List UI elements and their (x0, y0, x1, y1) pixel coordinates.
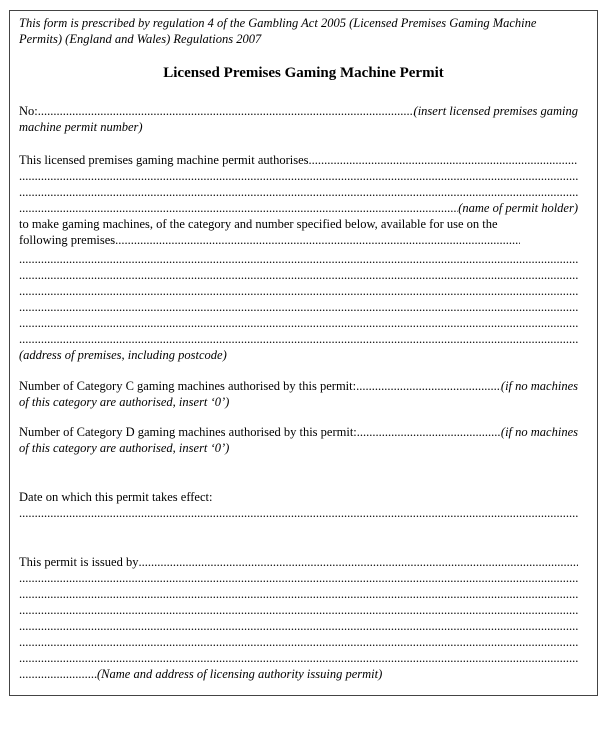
effective-date-label: Date on which this permit takes effect: (19, 490, 213, 504)
issuer-field-line[interactable] (19, 586, 578, 602)
issuer-field[interactable] (19, 666, 97, 682)
permit-form (9, 10, 598, 696)
permit-number-label: No: (19, 104, 38, 118)
category-c-hint: (if no machines (500, 379, 578, 393)
premises-field-line[interactable] (19, 267, 578, 283)
holder-line (19, 152, 578, 168)
holder-field-line[interactable] (19, 168, 578, 184)
category-c-hint-cont: of this category are authorised, insert ‘0’) (19, 395, 230, 409)
category-d-hint: (if no machines (500, 425, 578, 439)
holder-label: This licensed premises gaming machine permit authorises (19, 153, 309, 167)
holder-field[interactable] (309, 152, 578, 168)
premises-field-line[interactable] (19, 251, 578, 267)
holder-hint-line (19, 200, 578, 216)
premises-intro: to make gaming machines, of the category and number specified below, available for use on the (19, 217, 498, 231)
holder-field[interactable] (19, 200, 458, 216)
permit-number-field[interactable] (38, 103, 414, 119)
issuer-label: This permit is issued by (19, 555, 139, 569)
issuer-field-line[interactable] (19, 634, 578, 650)
permit-number-hint-cont: machine permit number) (19, 120, 143, 134)
premises-label: following premises (19, 233, 116, 247)
premises-field[interactable] (115, 232, 520, 248)
issuer-field[interactable] (138, 554, 578, 570)
effective-date-field[interactable] (19, 505, 578, 521)
premises-field-line[interactable] (19, 315, 578, 331)
premises-field-line[interactable] (19, 299, 578, 315)
form-title: Licensed Premises Gaming Machine Permit (163, 65, 444, 81)
category-c-field[interactable] (356, 378, 501, 394)
issuer-field-line[interactable] (19, 618, 578, 634)
issuer-hint-line (19, 666, 578, 682)
category-c-line (19, 378, 578, 394)
premises-hint: (address of premises, including postcode) (19, 348, 227, 362)
category-d-field[interactable] (357, 424, 501, 440)
category-c-label: Number of Category C gaming machines authorised by this permit: (19, 379, 357, 393)
regulation-note: This form is prescribed by regulation 4 of the Gambling Act 2005 (Licensed Premises Gaming Machine Permits) (England and Wales) Regulations 2007 (19, 16, 537, 46)
premises-field-line[interactable] (19, 331, 578, 347)
issuer-field-line[interactable] (19, 570, 578, 586)
issuer-field-line[interactable] (19, 650, 578, 666)
category-d-line (19, 424, 578, 440)
holder-hint: (name of permit holder) (458, 201, 578, 215)
category-d-hint-cont: of this category are authorised, insert ‘0’) (19, 441, 230, 455)
permit-number-line (19, 103, 578, 119)
category-d-label: Number of Category D gaming machines authorised by this permit: (19, 425, 357, 439)
premises-field-line[interactable] (19, 283, 578, 299)
issuer-field-line[interactable] (19, 602, 578, 618)
issuer-line (19, 554, 578, 570)
holder-field-line[interactable] (19, 184, 578, 200)
permit-number-hint: (insert licensed premises gaming (413, 104, 578, 118)
issuer-hint: (Name and address of licensing authority issuing permit) (97, 667, 383, 681)
premises-line (19, 232, 578, 248)
